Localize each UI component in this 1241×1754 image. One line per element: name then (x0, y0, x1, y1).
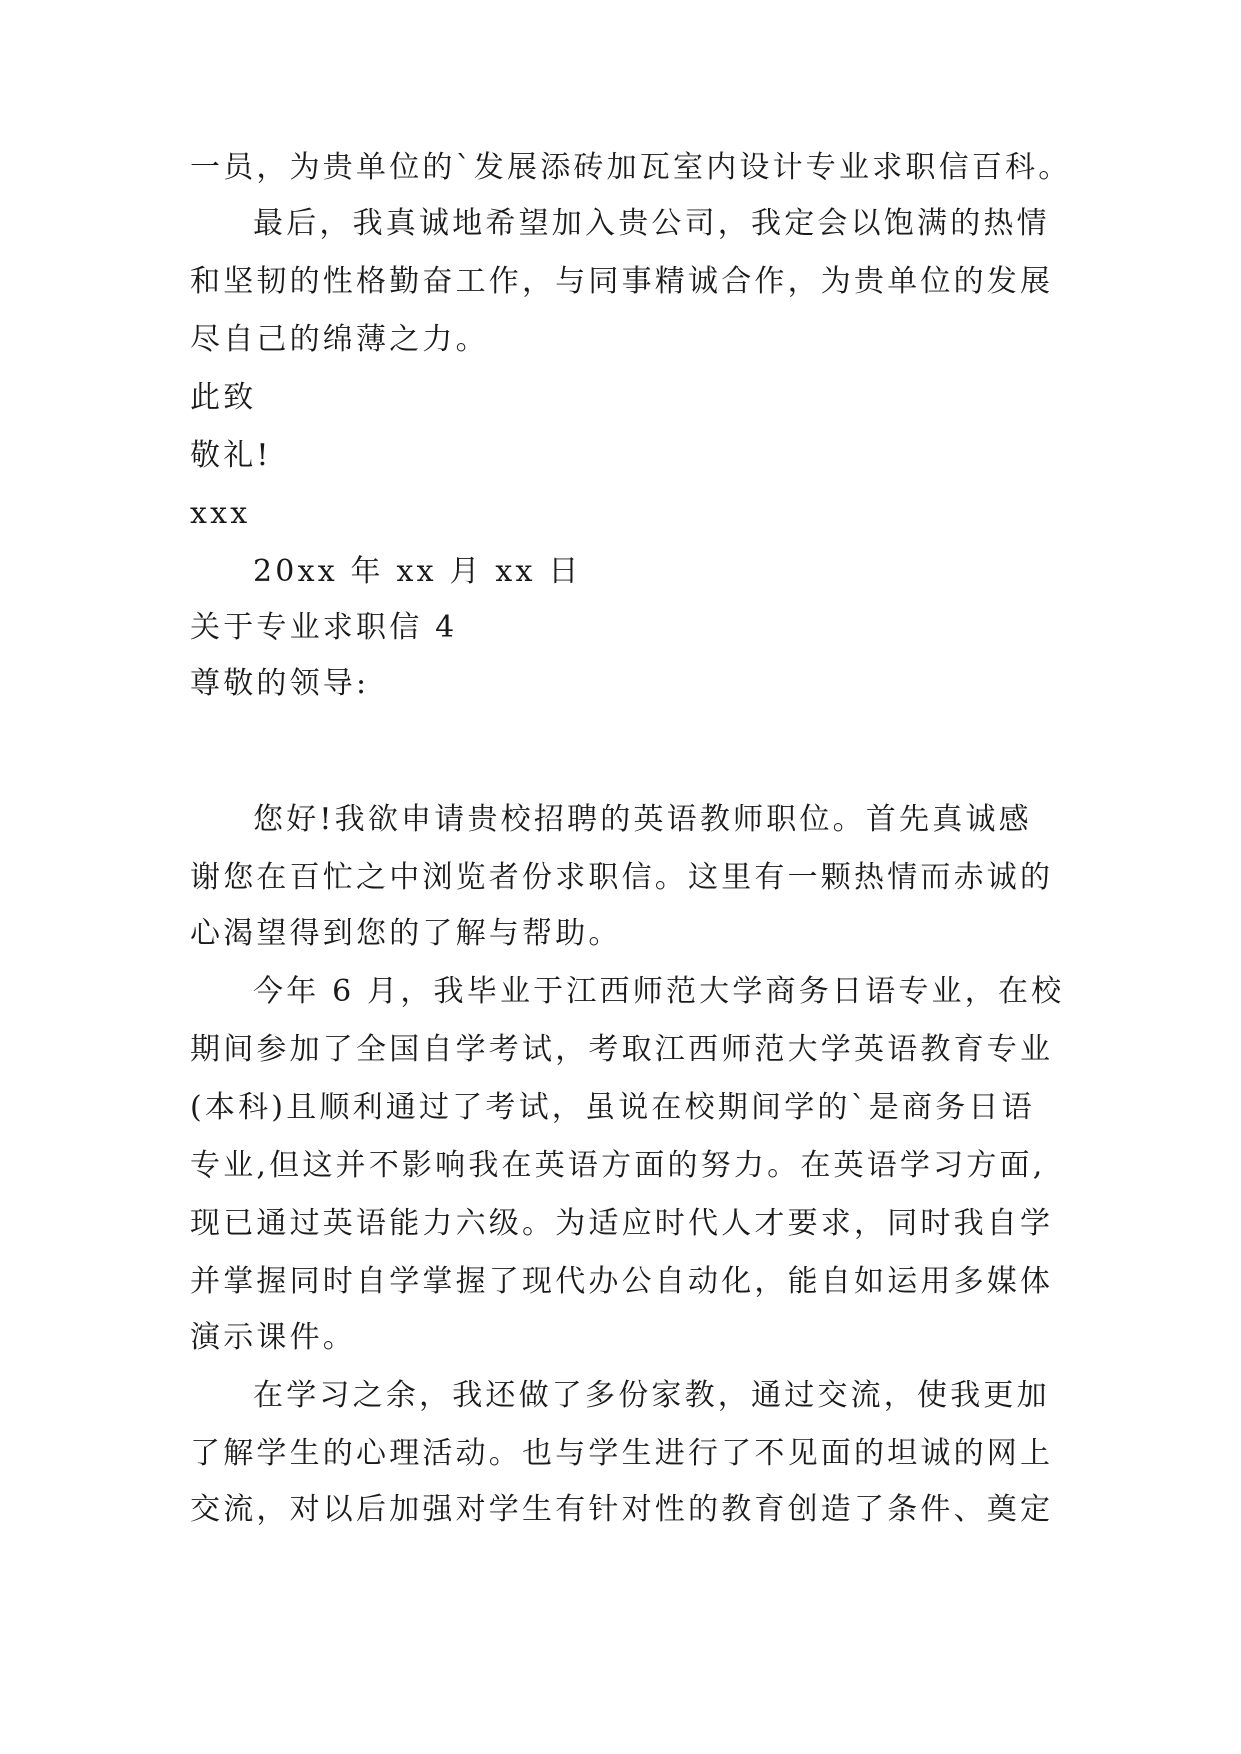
text-line: 在学习之余，我还做了多份家教，通过交流，使我更加 (253, 1378, 1050, 1413)
text-line: 专业,但这并不影响我在英语方面的努力。在英语学习方面, (190, 1148, 1046, 1183)
text-line: 谢您在百忙之中浏览者份求职信。这里有一颗热情而赤诚的 (190, 860, 1054, 895)
text-line: 并掌握同时自学掌握了现代办公自动化，能自如运用多媒体 (190, 1264, 1054, 1299)
closing-phrase: 此致 (190, 380, 257, 415)
text-line: 了解学生的心理活动。也与学生进行了不见面的坦诚的网上 (190, 1436, 1054, 1471)
text-line: 演示课件。 (190, 1320, 356, 1355)
text-line: 今年 6 月，我毕业于江西师范大学商务日语专业，在校 (253, 974, 1065, 1009)
signature-date: 20xx 年 xx 月 xx 日 (253, 554, 582, 589)
text-line: (本科)且顺利通过了考试，虽说在校期间学的`是商务日语 (190, 1090, 1035, 1125)
text-line: 心渴望得到您的了解与帮助。 (190, 916, 622, 951)
text-line: 您好!我欲申请贵校招聘的英语教师职位。首先真诚感 (253, 802, 1032, 837)
greeting: 尊敬的领导: (190, 666, 370, 701)
text-line: 最后，我真诚地希望加入贵公司，我定会以饱满的热情 (253, 206, 1050, 241)
section-title: 关于专业求职信 4 (190, 610, 458, 645)
text-line: 尽自己的绵薄之力。 (190, 322, 489, 357)
text-line: 和坚韧的性格勤奋工作，与同事精诚合作，为贵单位的发展 (190, 264, 1054, 299)
salutation-closing: 敬礼! (190, 438, 272, 473)
text-line: 一员，为贵单位的`发展添砖加瓦室内设计专业求职信百科。 (190, 150, 1072, 185)
text-line: 现已通过英语能力六级。为适应时代人才要求，同时我自学 (190, 1206, 1054, 1241)
text-line: 期间参加了全国自学考试，考取江西师范大学英语教育专业 (190, 1032, 1054, 1067)
signature-name: xxx (190, 496, 251, 531)
text-line: 交流，对以后加强对学生有针对性的教育创造了条件、奠定 (190, 1492, 1054, 1527)
